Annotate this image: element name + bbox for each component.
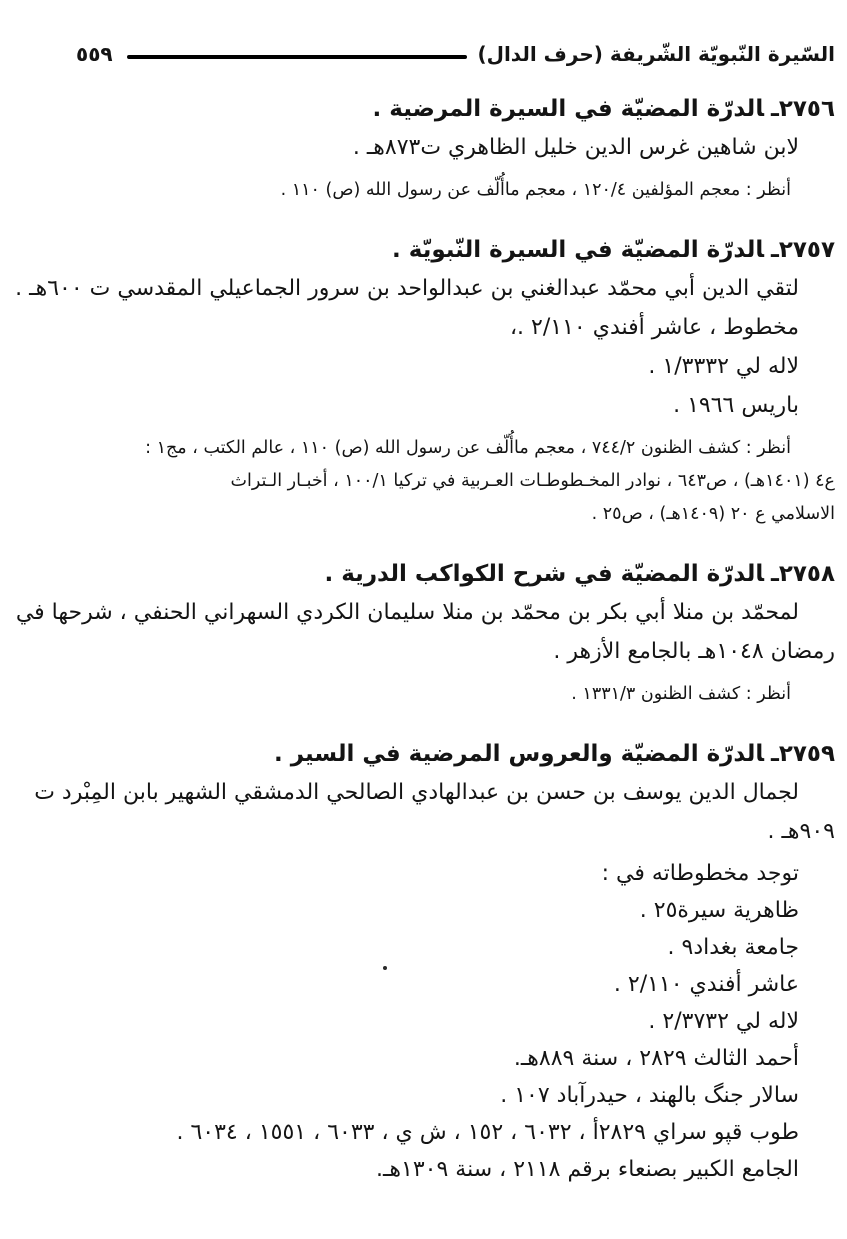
page-content bbox=[15, 38, 835, 1188]
entry-text-line: جامعة بغداد٩ . bbox=[667, 935, 799, 960]
entry-heading bbox=[60, 231, 835, 269]
entry-heading bbox=[60, 555, 835, 593]
bibliography-entry bbox=[15, 555, 835, 711]
entry-title: الدرّة المضيّة في السيرة النّبويّة . bbox=[392, 237, 764, 263]
entry-text-line: لاله لي ٢/٣٧٣٢ . bbox=[648, 1009, 799, 1034]
entry-text-line: ٩٠٩هـ . bbox=[767, 819, 835, 844]
entry-text-line: أحمد الثالث ٢٨٢٩ ، سنة ٨٨٩هـ. bbox=[513, 1046, 799, 1071]
reference-note-line: أنظر : كشف الظنون ١٣٣١/٣ . bbox=[571, 684, 791, 704]
bibliography-entry bbox=[34, 735, 835, 1188]
entry-heading bbox=[60, 735, 835, 773]
entry-number: ٢٧٥٦ـ bbox=[770, 96, 835, 122]
entry-title: الدرّة المضيّة والعروس المرضية في السير . bbox=[273, 741, 764, 767]
running-title: السّيرة النّبويّة الشّريفة (حرف الدال) bbox=[477, 42, 835, 66]
bibliography-entry bbox=[15, 231, 835, 531]
entry-text-line: لمحمّد بن منلا أبي بكر بن محمّد بن منلا سليمان الكردي السهراني الحنفي ، شرحها في bbox=[15, 600, 799, 625]
entry-text-line: ظاهرية سيرة٢٥ . bbox=[639, 898, 799, 923]
page-number: ٥٥٩ bbox=[76, 42, 113, 66]
entry-text-line: توجد مخطوطاته في : bbox=[601, 861, 799, 886]
entry-text-line: سالار جنگ بالهند ، حيدرآباد ١٠٧ . bbox=[500, 1083, 799, 1108]
entries bbox=[15, 90, 835, 1188]
entry-heading bbox=[60, 90, 835, 128]
entry-number: ٢٧٥٨ـ bbox=[770, 561, 835, 587]
entry-text-line: مخطوط ، عاشر أفندي ٢/١١٠ .، bbox=[509, 315, 799, 340]
entry-number: ٢٧٥٩ـ bbox=[770, 741, 835, 767]
entry-title: الدرّة المضيّة في السيرة المرضية . bbox=[372, 96, 764, 122]
entry-text-line: لابن شاهين غرس الدين خليل الظاهري ت٨٧٣هـ . bbox=[352, 135, 799, 160]
entry-text-line: عاشر أفندي ٢/١١٠ . bbox=[613, 972, 799, 997]
entry-title: الدرّة المضيّة في شرح الكواكب الدرية . bbox=[324, 561, 764, 587]
reference-note-line: الاسلامي ع ٢٠ (١٤٠٩هـ) ، ص٢٥ . bbox=[591, 504, 835, 524]
entry-text-line: الجامع الكبير بصنعاء برقم ٢١١٨ ، سنة ١٣٠٩هـ. bbox=[375, 1157, 799, 1182]
scan-speck bbox=[383, 966, 387, 970]
entry-text-line: باريس ١٩٦٦ . bbox=[673, 393, 799, 418]
reference-note-line: أنظر : كشف الظنون ٧٤٤/٢ ، معجم ماأُلّف عن رسول الله (ص) ١١٠ ، عالم الكتب ، مج١ : bbox=[145, 438, 791, 458]
entry-number: ٢٧٥٧ـ bbox=[770, 237, 835, 263]
entry-text-line: لاله لي ١/٣٣٣٢ . bbox=[648, 354, 799, 379]
bibliography-entry bbox=[60, 90, 835, 207]
entry-text-line: لجمال الدين يوسف بن حسن بن عبدالهادي الصالحي الدمشقي الشهير بابن المِبْرد ت bbox=[34, 780, 799, 805]
page-header bbox=[60, 38, 835, 70]
entry-text-line: رمضان ١٠٤٨هـ بالجامع الأزهر . bbox=[553, 639, 835, 664]
reference-note-line: أنظر : معجم المؤلفين ١٢٠/٤ ، معجم ماأُلّف عن رسول الله (ص) ١١٠ . bbox=[280, 180, 791, 200]
entry-text-line: طوب قپو سراي ٢٨٢٩أ ، ٦٠٣٢ ، ١٥٢ ، ش ي ، ٦٠٣٣ ، ١٥٥١ ، ٦٠٣٤ . bbox=[176, 1120, 799, 1145]
header-rule bbox=[127, 55, 468, 59]
reference-note-line: ع٤ (١٤٠١هـ) ، ص٦٤٣ ، نوادر المخـطوطـات العـربية في تركيا ١٠٠/١ ، أخبـار الـتراث bbox=[230, 471, 835, 491]
entry-text-line: لتقي الدين أبي محمّد عبدالغني بن عبدالواحد بن سرور الجماعيلي المقدسي ت ٦٠٠هـ . bbox=[15, 276, 799, 301]
